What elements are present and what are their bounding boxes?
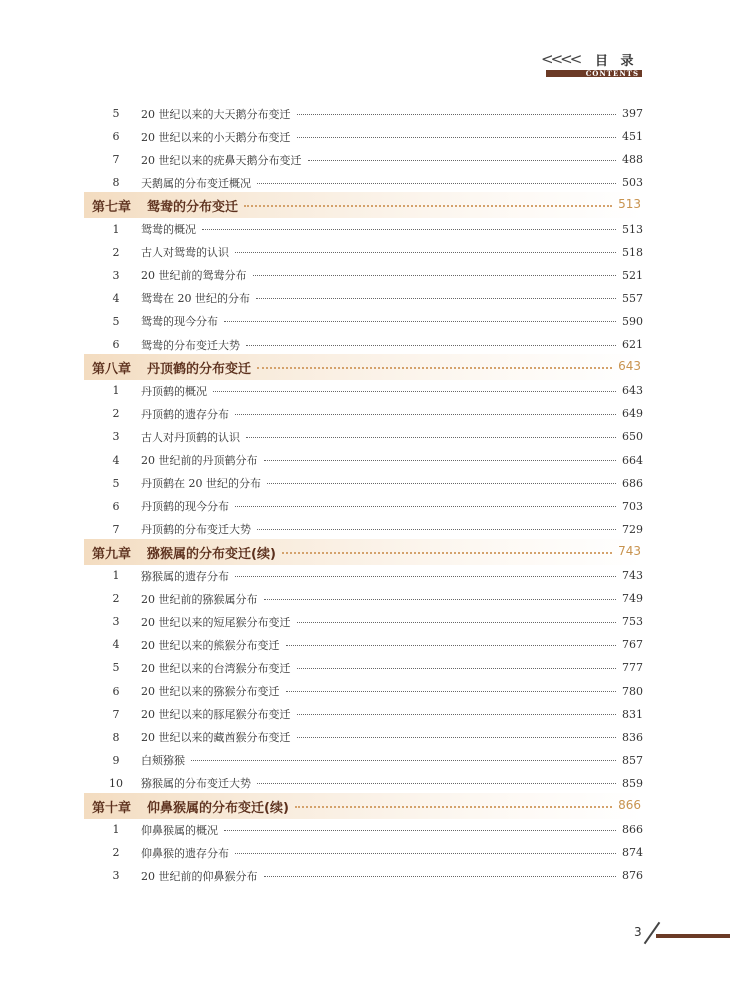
entry-page: 743 [622, 569, 643, 582]
header-title: 目 录 [595, 54, 638, 69]
toc-entry[interactable] [0, 333, 730, 356]
leader-dots [267, 483, 616, 484]
entry-title: 20 世纪前的鸳鸯分布 [141, 269, 247, 283]
page-number: 3 [634, 925, 642, 939]
leader-dots [264, 599, 616, 600]
entry-page: 643 [622, 384, 643, 398]
entry-page: 866 [622, 823, 643, 837]
entry-page: 753 [622, 615, 643, 629]
toc-entry[interactable] [0, 680, 730, 703]
chapter-page: 513 [618, 197, 641, 212]
entry-title: 20 世纪以来的小天鹅分布变迁 [141, 130, 291, 144]
toc-entry[interactable] [0, 749, 730, 772]
entry-page: 749 [622, 592, 643, 606]
entry-title: 鸳鸯的现今分布 [141, 315, 218, 329]
entry-number: 3 [112, 869, 120, 883]
entry-number: 7 [112, 707, 120, 721]
entry-number: 1 [112, 823, 120, 837]
entry-title: 20 世纪以来的豚尾猴分布变迁 [141, 708, 291, 722]
toc-entry[interactable] [0, 171, 730, 194]
leader-dots [297, 114, 616, 115]
entry-page: 780 [622, 684, 643, 698]
leader-dots [256, 298, 616, 299]
leader-dots [257, 183, 616, 184]
entry-number: 1 [112, 222, 120, 236]
toc-entry[interactable] [0, 818, 730, 841]
leader-dots [224, 321, 616, 322]
entry-number: 8 [112, 730, 120, 744]
chapter-heading[interactable] [84, 793, 642, 819]
entry-number: 5 [112, 107, 120, 120]
entry-number: 1 [112, 384, 120, 398]
leader-dots [246, 345, 616, 346]
leader-dots [213, 391, 616, 392]
leader-dots [235, 506, 616, 507]
entry-title: 20 世纪以来的藏酋猴分布变迁 [141, 731, 291, 745]
entry-number: 1 [112, 569, 120, 582]
toc-entry[interactable] [0, 402, 730, 425]
toc-entry[interactable] [0, 425, 730, 448]
toc-entry[interactable] [0, 864, 730, 887]
entry-page: 518 [622, 245, 643, 259]
entry-title: 猕猴属的遗存分布 [141, 569, 229, 583]
leader-dots [235, 414, 616, 415]
toc-entry[interactable] [0, 633, 730, 656]
leader-dots [224, 830, 616, 831]
leader-dots [264, 876, 616, 877]
entry-number: 6 [112, 130, 120, 144]
leader-dots [264, 460, 616, 461]
chapter-heading[interactable] [84, 539, 642, 565]
entry-title: 鸳鸯在 20 世纪的分布 [141, 292, 250, 306]
entry-title: 鸳鸯的概况 [141, 223, 196, 236]
entry-title: 鸳鸯的分布变迁大势 [141, 338, 240, 352]
toc-entry[interactable] [0, 495, 730, 518]
entry-title: 仰鼻猴属的概况 [141, 823, 218, 837]
entry-number: 5 [112, 476, 120, 490]
entry-title: 20 世纪以来的台湾猴分布变迁 [141, 661, 291, 675]
toc-entry[interactable] [0, 726, 730, 749]
chevrons-left-icon: <<<< [541, 50, 580, 68]
entry-number: 6 [112, 338, 120, 351]
entry-title: 仰鼻猴的遗存分布 [141, 846, 229, 860]
toc-entry[interactable] [0, 703, 730, 726]
leader-dots [257, 783, 616, 784]
toc-entry[interactable] [0, 264, 730, 287]
toc-entry[interactable] [0, 379, 730, 402]
entry-title: 20 世纪前的猕猴属分布 [141, 592, 258, 606]
entry-page: 397 [622, 107, 643, 120]
entry-page: 650 [622, 430, 643, 444]
entry-page: 590 [622, 314, 643, 328]
entry-title: 白颊猕猴 [141, 754, 185, 768]
toc-entry[interactable] [0, 587, 730, 610]
toc-entry[interactable] [0, 841, 730, 864]
chapter-page: 643 [618, 359, 641, 374]
entry-number: 3 [112, 430, 120, 444]
leader-dots [235, 576, 616, 577]
chapter-heading[interactable] [84, 354, 642, 380]
entry-page: 686 [622, 476, 643, 490]
toc-entry[interactable] [0, 218, 730, 241]
toc-entry[interactable] [0, 125, 730, 148]
entry-number: 7 [112, 153, 120, 167]
toc-entry[interactable] [0, 449, 730, 472]
entry-page: 836 [622, 730, 643, 744]
entry-number: 4 [112, 291, 120, 305]
leader-dots [297, 737, 616, 738]
toc-entry[interactable] [0, 310, 730, 333]
entry-title: 古人对丹顶鹤的认识 [141, 430, 240, 444]
page-header [0, 0, 730, 80]
toc-entry[interactable] [0, 518, 730, 541]
toc-entry[interactable] [0, 656, 730, 679]
header-subtitle: CONTENTS [585, 69, 639, 78]
entry-title: 古人对鸳鸯的认识 [141, 246, 229, 260]
entry-page: 831 [622, 707, 643, 721]
leader-dots [295, 806, 612, 808]
leader-dots [297, 137, 616, 138]
leader-dots [308, 160, 616, 161]
entry-page: 621 [622, 338, 643, 351]
leader-dots [257, 529, 616, 530]
entry-title: 丹顶鹤的分布变迁大势 [141, 523, 251, 537]
chapter-page: 743 [618, 543, 641, 558]
chapter-number: 第十章 [92, 801, 132, 816]
leader-dots [244, 205, 612, 207]
entry-title: 丹顶鹤的概况 [141, 384, 207, 398]
chapter-title: 仰鼻猴属的分布变迁(续) [147, 801, 289, 816]
leader-dots [286, 645, 616, 646]
leader-dots [235, 853, 616, 854]
toc-entry[interactable] [0, 772, 730, 795]
entry-title: 天鹅属的分布变迁概况 [141, 176, 251, 190]
leader-dots [257, 367, 612, 369]
entry-number: 2 [112, 407, 120, 421]
leader-dots [246, 437, 616, 438]
entry-page: 451 [622, 130, 643, 144]
entry-title: 20 世纪以来的大天鹅分布变迁 [141, 107, 291, 121]
entry-number: 2 [112, 846, 120, 860]
toc-entry[interactable] [0, 241, 730, 264]
entry-page: 513 [622, 222, 643, 236]
entry-page: 557 [622, 291, 643, 305]
entry-title: 20 世纪以来的短尾猴分布变迁 [141, 615, 291, 629]
entry-title: 丹顶鹤在 20 世纪的分布 [141, 477, 261, 491]
entry-page: 857 [622, 753, 643, 767]
entry-page: 703 [622, 499, 643, 513]
entry-number: 4 [112, 638, 120, 652]
leader-dots [191, 760, 616, 761]
toc-entry[interactable] [0, 287, 730, 310]
toc-entry[interactable] [0, 148, 730, 171]
entry-title: 20 世纪以来的熊猴分布变迁 [141, 638, 280, 652]
entry-page: 777 [622, 661, 643, 675]
entry-title: 20 世纪前的仰鼻猴分布 [141, 869, 258, 883]
entry-number: 5 [112, 661, 120, 675]
entry-title: 20 世纪以来的猕猴分布变迁 [141, 685, 280, 698]
entry-title: 丹顶鹤的现今分布 [141, 500, 229, 514]
entry-number: 2 [112, 592, 120, 606]
entry-number: 9 [112, 753, 120, 767]
header-bar [546, 70, 642, 77]
entry-page: 503 [622, 176, 643, 190]
toc-entry[interactable] [0, 610, 730, 633]
leader-dots [235, 252, 616, 253]
chapter-number: 第七章 [92, 200, 132, 216]
entry-page: 767 [622, 638, 643, 652]
chapter-number: 第八章 [92, 362, 132, 378]
entry-number: 5 [112, 314, 120, 328]
chapter-heading[interactable] [84, 192, 642, 218]
entry-title: 猕猴属的分布变迁大势 [141, 777, 251, 791]
leader-dots [282, 552, 612, 554]
entry-number: 2 [112, 245, 120, 259]
entry-number: 3 [112, 268, 120, 282]
entry-page: 859 [622, 776, 643, 790]
entry-number: 6 [112, 499, 120, 513]
toc-entry[interactable] [0, 472, 730, 495]
chapter-page: 866 [618, 798, 641, 812]
chapter-title: 猕猴属的分布变迁(续) [147, 546, 276, 562]
leader-dots [297, 714, 616, 715]
entry-number: 3 [112, 615, 120, 629]
entry-page: 874 [622, 846, 643, 860]
leader-dots [297, 668, 616, 669]
entry-number: 10 [109, 776, 123, 790]
footer-bar [656, 934, 730, 938]
leader-dots [286, 691, 616, 692]
entry-number: 6 [112, 684, 120, 698]
footer-slash [644, 922, 661, 944]
entry-page: 664 [622, 453, 643, 467]
chapter-number: 第九章 [92, 546, 132, 562]
entry-number: 7 [112, 522, 120, 536]
entry-page: 649 [622, 407, 643, 421]
entry-page: 729 [622, 522, 643, 536]
leader-dots [202, 229, 616, 230]
toc-entry[interactable] [0, 564, 730, 587]
entry-number: 8 [112, 176, 120, 190]
leader-dots [297, 622, 616, 623]
entry-number: 4 [112, 453, 120, 467]
entry-title: 丹顶鹤的遗存分布 [141, 407, 229, 421]
entry-page: 488 [622, 153, 643, 167]
chapter-title: 丹顶鹤的分布变迁 [147, 362, 252, 378]
chapter-title: 鸳鸯的分布变迁 [147, 200, 239, 216]
entry-page: 876 [622, 869, 643, 883]
toc-entry[interactable] [0, 102, 730, 125]
entry-title: 20 世纪前的丹顶鹤分布 [141, 454, 258, 467]
leader-dots [253, 275, 616, 276]
entry-title: 20 世纪以来的疣鼻天鹅分布变迁 [141, 153, 302, 167]
entry-page: 521 [622, 268, 643, 282]
